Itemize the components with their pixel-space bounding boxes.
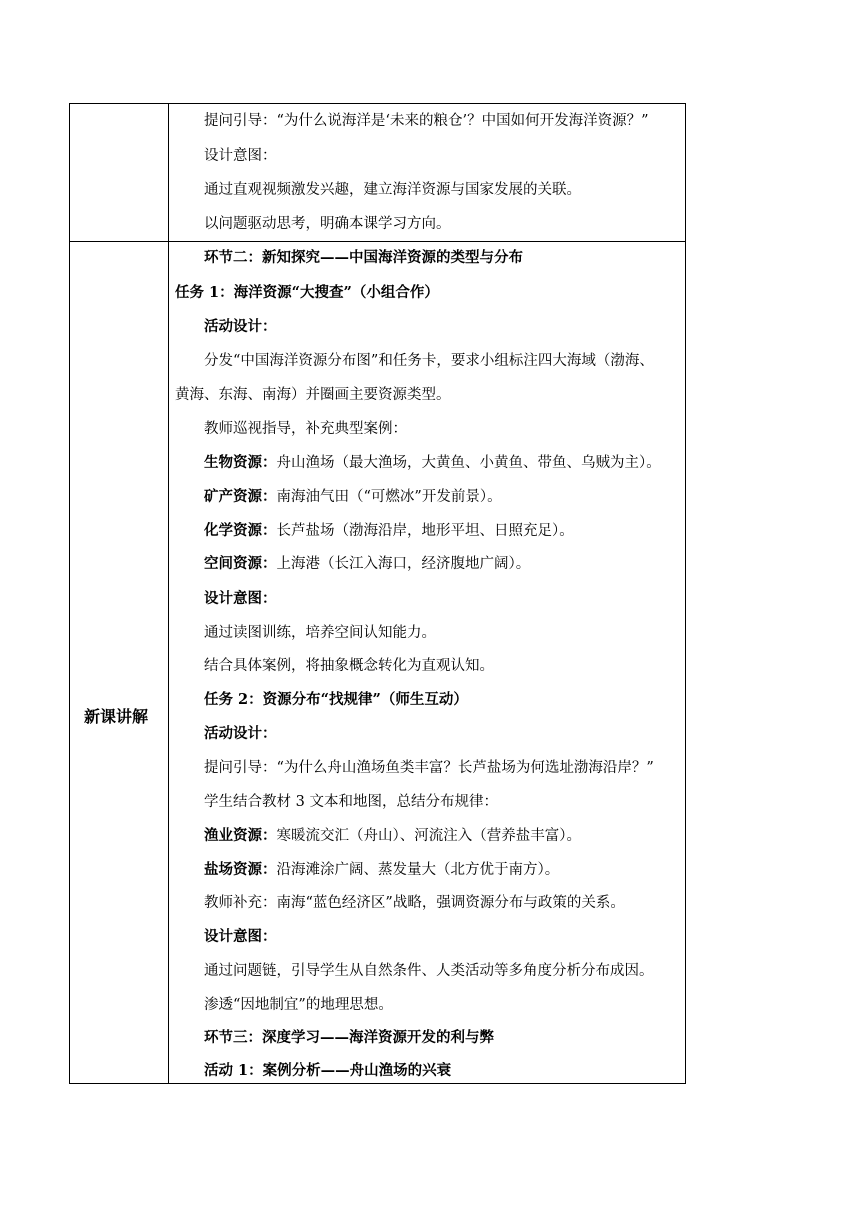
teacher-guide: 教师巡视指导，补充典型案例： bbox=[204, 421, 407, 437]
teacher-supplement: 教师补充：南海“蓝色经济区”战略，强调资源分布与政策的关系。 bbox=[204, 895, 625, 911]
resource-text: 南海油气田（“可燃冰”开发前景）。 bbox=[276, 489, 502, 505]
table-border-bottom bbox=[69, 1083, 686, 1084]
row-divider bbox=[69, 241, 686, 242]
resource-label: 化学资源： bbox=[204, 522, 277, 539]
rule-item-salt bbox=[204, 860, 559, 880]
rule-text: 寒暖流交汇（舟山）、河流注入（营养盐丰富）。 bbox=[276, 828, 581, 844]
resource-label: 矿产资源： bbox=[204, 488, 277, 505]
rule-text: 沿海滩涂广阔、蒸发量大（北方优于南方）。 bbox=[276, 862, 560, 878]
task-title: 任务 2：资源分布“找规律”（师生互动） bbox=[204, 691, 468, 708]
activity-title: 活动 1：案例分析——舟山渔场的兴衰 bbox=[204, 1062, 452, 1079]
question-guide: 提问引导：“为什么舟山渔场鱼类丰富？长芦盐场为何选址渤海沿岸？” bbox=[204, 760, 654, 776]
rule-label: 盐场资源： bbox=[204, 861, 277, 878]
resource-text: 上海港（长江入海口，经济腹地广阔）。 bbox=[276, 556, 531, 572]
task-title: 任务 1：海洋资源“大搜查”（小组合作） bbox=[175, 284, 439, 301]
resource-text: 舟山渔场（最大渔场，大黄鱼、小黄鱼、带鱼、乌贼为主）。 bbox=[276, 455, 661, 471]
rule-item-fishery bbox=[204, 826, 581, 846]
design-intent-item: 渗透“因地制宜”的地理思想。 bbox=[204, 997, 393, 1013]
row2-label-new-lesson: 新课讲解 bbox=[84, 707, 149, 726]
activity-design-title: 活动设计： bbox=[204, 725, 277, 742]
resource-label: 生物资源： bbox=[204, 454, 277, 471]
resource-text: 长芦盐场（渤海沿岸，地形平坦、日照充足）。 bbox=[276, 523, 574, 539]
resource-item-mineral bbox=[204, 487, 502, 507]
resource-label: 空间资源： bbox=[204, 555, 277, 572]
resource-item-bio bbox=[204, 453, 661, 473]
section-title: 环节二：新知探究——中国海洋资源的类型与分布 bbox=[204, 249, 523, 266]
resource-item-space bbox=[204, 554, 530, 574]
summary-text: 学生结合教材 3 文本和地图，总结分布规律： bbox=[204, 794, 498, 810]
section-title: 环节三：深度学习——海洋资源开发的利与弊 bbox=[204, 1029, 494, 1046]
rule-label: 渔业资源： bbox=[204, 827, 277, 844]
activity-design-title: 活动设计： bbox=[204, 318, 277, 335]
table-border-left bbox=[69, 103, 70, 1084]
design-intent-title: 设计意图： bbox=[204, 148, 277, 164]
design-intent-item: 结合具体案例，将抽象概念转化为直观认知。 bbox=[204, 658, 494, 674]
design-intent-title: 设计意图： bbox=[204, 928, 277, 945]
design-intent-item: 以问题驱动思考，明确本课学习方向。 bbox=[204, 216, 451, 232]
design-intent-item: 通过直观视频激发兴趣，建立海洋资源与国家发展的关联。 bbox=[204, 182, 581, 198]
table-border-top bbox=[69, 103, 686, 104]
column-divider bbox=[168, 103, 169, 1084]
table-border-right bbox=[685, 103, 686, 1084]
design-intent-title: 设计意图： bbox=[204, 590, 277, 607]
task-description: 黄海、东海、南海）并圈画主要资源类型。 bbox=[175, 387, 451, 403]
lesson-plan-table bbox=[69, 103, 686, 1084]
question-guide: 提问引导：“为什么说海洋是‘未来的粮仓’？中国如何开发海洋资源？” bbox=[204, 113, 649, 129]
design-intent-item: 通过读图训练，培养空间认知能力。 bbox=[204, 625, 436, 641]
design-intent-item: 通过问题链，引导学生从自然条件、人类活动等多角度分析分布成因。 bbox=[204, 963, 654, 979]
task-description: 分发“中国海洋资源分布图”和任务卡，要求小组标注四大海域（渤海、 bbox=[204, 353, 654, 369]
resource-item-chemical bbox=[204, 521, 574, 541]
